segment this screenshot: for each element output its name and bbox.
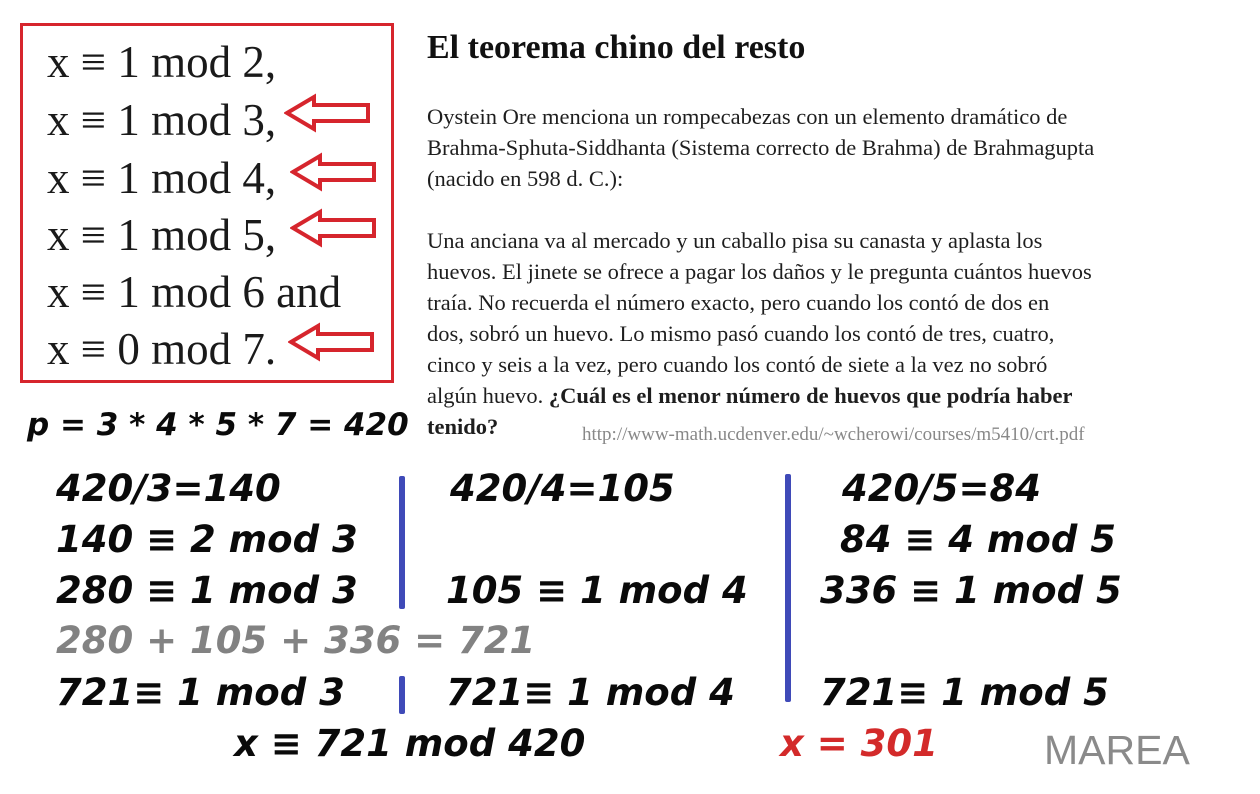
puzzle-line: traía. No recuerda el número exacto, pero cuando los contó de dos en	[427, 290, 1050, 315]
check-mod-3: 721≡ 1 mod 3	[56, 671, 345, 714]
result-congruence: x ≡ 721 mod 420	[234, 722, 586, 765]
inverse-mod-3: 280 ≡ 1 mod 3	[56, 569, 358, 612]
div-by-4: 420/4=105	[450, 467, 675, 510]
div-by-5: 420/5=84	[842, 467, 1041, 510]
congruence-mod-3: x ≡ 1 mod 3,	[47, 95, 277, 145]
puzzle-line-plain: algún huevo.	[427, 383, 549, 408]
remainder-mod-5: 84 ≡ 4 mod 5	[840, 518, 1116, 561]
div-by-3: 420/3=140	[56, 467, 281, 510]
article-title: El teorema chino del resto	[427, 29, 806, 66]
puzzle-line: Una anciana va al mercado y un caballo pisa su canasta y aplasta los	[427, 228, 1043, 253]
column-divider	[785, 474, 791, 702]
arrow-left-icon	[290, 208, 380, 248]
puzzle-paragraph	[427, 225, 1247, 442]
product-formula: p = 3 * 4 * 5 * 7 = 420	[27, 407, 409, 443]
question-text-end: tenido?	[427, 414, 499, 439]
watermark: MAREA	[1044, 727, 1190, 773]
arrow-left-icon	[284, 93, 374, 133]
column-divider	[399, 676, 405, 714]
congruence-mod-7: x ≡ 0 mod 7.	[47, 324, 277, 374]
congruence-mod-2: x ≡ 1 mod 2,	[47, 37, 277, 87]
inverse-mod-5: 336 ≡ 1 mod 5	[820, 569, 1122, 612]
congruence-mod-5: x ≡ 1 mod 5,	[47, 210, 277, 260]
remainder-mod-3: 140 ≡ 2 mod 3	[56, 518, 358, 561]
question-text: ¿Cuál es el menor número de huevos que podría haber	[548, 383, 1073, 408]
intro-paragraph	[427, 101, 1247, 194]
check-mod-4: 721≡ 1 mod 4	[446, 671, 735, 714]
congruence-mod-6: x ≡ 1 mod 6 and	[47, 267, 342, 317]
inverse-mod-4: 105 ≡ 1 mod 4	[446, 569, 748, 612]
intro-line: (nacido en 598 d. C.):	[427, 166, 624, 191]
intro-line: Oystein Ore menciona un rompecabezas con un elemento dramático de	[427, 104, 1068, 129]
arrow-left-icon	[288, 322, 378, 362]
congruence-mod-4: x ≡ 1 mod 4,	[47, 153, 277, 203]
puzzle-line	[427, 380, 1247, 411]
source-url: http://www-math.ucdenver.edu/~wcherowi/courses/m5410/crt.pdf	[582, 424, 1085, 445]
column-divider	[399, 476, 405, 609]
puzzle-line: cinco y seis a la vez, pero cuando los contó de siete a la vez no sobró	[427, 352, 1048, 377]
puzzle-line: huevos. El jinete se ofrece a pagar los daños y le pregunta cuántos huevos	[427, 259, 1092, 284]
final-answer: x = 301	[780, 722, 938, 765]
check-mod-5: 721≡ 1 mod 5	[820, 671, 1109, 714]
arrow-left-icon	[290, 152, 380, 192]
puzzle-line: dos, sobró un huevo. Lo mismo pasó cuando los contó de tres, cuatro,	[427, 321, 1055, 346]
intro-line: Brahma-Sphuta-Siddhanta (Sistema correcto de Brahma) de Brahmagupta	[427, 135, 1095, 160]
sum-formula: 280 + 105 + 336 = 721	[56, 619, 536, 662]
